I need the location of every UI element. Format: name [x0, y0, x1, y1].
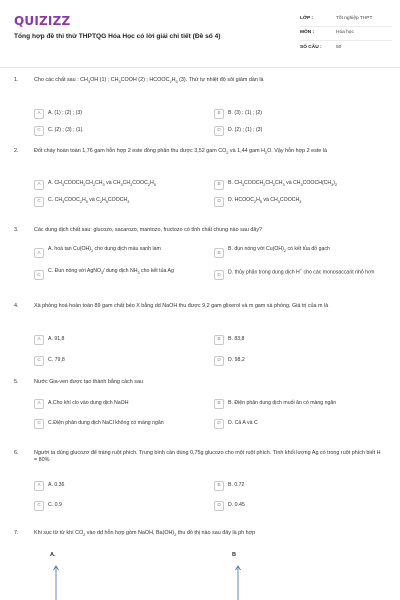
meta-value: Tốt nghiệp THPT — [336, 16, 373, 22]
question-text: Đốt cháy hoàn toàn 1,76 gam hỗn hợp 2 este đồng phân thu được 3,52 gam $CO_2$ và 1,44 gam $H_2O$. Vậy hỗn hợp 2 este là — [34, 148, 327, 156]
option-text: B. 83,8 — [228, 335, 245, 342]
option-letter-box: B — [214, 180, 224, 190]
answer-option-c[interactable] — [34, 499, 210, 512]
worksheet-header — [0, 0, 400, 68]
option-letter-box: B — [214, 335, 224, 345]
option-text: D. $HCOOC_2H_5$ và $CH_3COOCH_3$ — [228, 197, 302, 205]
graph-axis-a — [51, 564, 61, 600]
option-text: D. (2) ; (1) ; (3) — [228, 126, 263, 133]
question-7 — [0, 530, 400, 600]
worksheet-meta — [300, 13, 392, 55]
option-letter-box: D — [214, 419, 224, 429]
option-letter-box: A — [34, 180, 44, 190]
meta-row-count — [300, 41, 392, 55]
question-number: 4. — [14, 303, 19, 309]
meta-value: 50 — [336, 44, 342, 50]
option-letter-box: A — [34, 335, 44, 345]
answer-option-a[interactable] — [34, 479, 210, 492]
question-number: 3. — [14, 227, 19, 233]
graph-label-b: B — [232, 552, 237, 558]
option-text: C. $CH_3COOC_2H_5$ và $C_2H_5COOCH_3$ — [48, 197, 130, 205]
answer-option-b[interactable] — [214, 107, 390, 120]
option-text: C. 79,8 — [48, 356, 65, 363]
option-text: B. đun nóng với $Cu(OH)_2$ có kết tủa đỏ gạch — [228, 246, 330, 254]
answer-option-c[interactable] — [34, 195, 210, 208]
option-letter-box: D — [214, 501, 224, 511]
answer-option-a[interactable] — [34, 107, 210, 120]
option-letter-box: D — [214, 197, 224, 207]
option-letter-box: A — [34, 248, 44, 258]
option-letter-box: A — [34, 481, 44, 491]
question-1 — [0, 77, 400, 147]
option-text: B. (3) ; (1) ; (2) — [228, 109, 263, 116]
option-text: A.Cho khí clo vào dung dịch NaOH — [48, 399, 129, 406]
answer-option-d[interactable] — [214, 417, 390, 430]
question-5 — [0, 379, 400, 449]
quizizz-logo: QUIZIZZ — [14, 14, 71, 28]
option-letter-box: D — [214, 126, 224, 136]
question-number: 7. — [14, 530, 19, 536]
answer-option-a[interactable] — [34, 333, 210, 346]
option-letter-box: D — [214, 356, 224, 366]
option-letter-box: C — [34, 419, 44, 429]
answer-option-a[interactable] — [34, 397, 210, 410]
answer-option-d[interactable] — [214, 354, 390, 367]
option-text: A. hoà $\tan Cu(OH)_2$ cho dung dịch màu xanh lam — [48, 246, 161, 254]
answer-option-b[interactable] — [214, 178, 390, 191]
option-text: B. $CH_3COOCH_2CH_2CH_3$ và $CH_3COOCH(CH_3)_2$ — [228, 180, 338, 188]
option-text: B. Điện phân dung dịch muối ăn có màng ngăn — [228, 399, 337, 406]
answer-option-b[interactable] — [214, 245, 390, 267]
option-letter-box: C — [34, 197, 44, 207]
answer-option-c[interactable] — [34, 124, 210, 137]
meta-label: MÔN : — [300, 30, 315, 36]
option-letter-box: C — [34, 356, 44, 366]
question-number: 1. — [14, 77, 19, 83]
option-letter-box: C — [34, 270, 44, 280]
answer-option-d[interactable] — [214, 124, 390, 137]
option-letter-box: B — [214, 399, 224, 409]
question-number: 5. — [14, 379, 19, 385]
option-text: C. 0.9 — [48, 501, 62, 508]
meta-label: SỐ CÂU : — [300, 44, 322, 50]
question-6 — [0, 450, 400, 520]
answer-option-b[interactable] — [214, 479, 390, 492]
question-number: 6. — [14, 450, 19, 456]
answer-option-a[interactable] — [34, 178, 210, 191]
option-letter-box: B — [214, 248, 224, 258]
option-text: D. 0.45 — [228, 501, 245, 508]
option-text: D. 98,2 — [228, 356, 245, 363]
graph-label-a: A. — [50, 552, 56, 558]
option-text: A. 0.36 — [48, 481, 65, 488]
question-text: Khi sục từ từ khí $CO_2$ vào dd hỗn hợp gồm NaOH, $Ba(OH)_2$ thu đồ thị nào sau đây là ph hợp — [34, 530, 256, 538]
answer-option-b[interactable] — [214, 333, 390, 346]
answer-option-d[interactable] — [214, 267, 390, 289]
option-letter-box: A — [34, 399, 44, 409]
option-text: C. Đun nóng với AgNO$_3$/ dung dịch $NH_3$ cho kết tủa Ag — [48, 268, 174, 276]
question-text: Cho các chất sau : $CH_3OH$ (1) ; $CH_3COOH$ (2) ; $HCOOC_2H_5$ (3). Thứ tự nhiệt độ sôi giảm dần là — [34, 77, 264, 85]
option-text: A. (1) ; (2) ; (3) — [48, 109, 83, 116]
answer-option-d[interactable] — [214, 195, 390, 208]
option-letter-box: B — [214, 109, 224, 119]
option-letter-box: D — [214, 270, 224, 280]
meta-label: LỚP : — [300, 16, 314, 22]
question-3 — [0, 227, 400, 297]
answer-option-c[interactable] — [34, 267, 210, 289]
option-letter-box: C — [34, 126, 44, 136]
meta-value: Hóa học — [336, 30, 354, 36]
option-text: C.Điện phân dung dịch NaCl không có màng ngăn — [48, 419, 164, 426]
answer-option-c[interactable] — [34, 354, 210, 367]
option-text: A. $CH_3COOCH_2CH_2CH_3$ và $CH_3CH_2COOC_2H_5$ — [48, 180, 156, 188]
graph-axis-b — [233, 564, 243, 600]
question-text: Người ta dùng glucozơ để tráng ruột phích. Trung bình cần dùng 0,75g glucozo cho một ruột phích. Tính khối lượng Ag có trong ruột phích biết H = 80% — [34, 450, 381, 464]
meta-row-class — [300, 13, 392, 27]
option-text: C. (2) ; (3) ; (1). — [48, 126, 84, 133]
question-text: Xà phòng hoá hoàn toàn 89 gam chất béo X bằng dd NaOH thu được 9,2 gam glixerol và m gam xà phòng. Giá trị của m là — [34, 303, 329, 309]
answer-option-a[interactable] — [34, 245, 210, 267]
meta-row-subject — [300, 27, 392, 41]
document-title: Tổng hợp đề thi thử THPTQG Hóa Học có lời giải chi tiết (Đề số 4) — [14, 33, 221, 40]
question-text: Các dung dịch chất sau: glucozo, sacarozo, mantozo, fructozo có tính chất chung nào sau đây? — [34, 227, 263, 233]
option-text: A. 91,8 — [48, 335, 65, 342]
answer-option-b[interactable] — [214, 397, 390, 410]
question-2 — [0, 148, 400, 218]
option-letter-box: B — [214, 481, 224, 491]
option-text: D. thủy phân trong dung dịch H+ cho các monosaccarit nhỏ hơn — [228, 268, 375, 276]
option-letter-box: A — [34, 109, 44, 119]
answer-option-d[interactable] — [214, 499, 390, 512]
question-number: 2. — [14, 148, 19, 154]
option-text: D. Cả A và C — [228, 419, 258, 426]
option-text: B. 0.72 — [228, 481, 245, 488]
question-text: Nước Gia-ven được tạo thành bằng cách sau — [34, 379, 143, 385]
question-4 — [0, 303, 400, 373]
option-letter-box: C — [34, 501, 44, 511]
answer-option-c[interactable] — [34, 417, 210, 430]
